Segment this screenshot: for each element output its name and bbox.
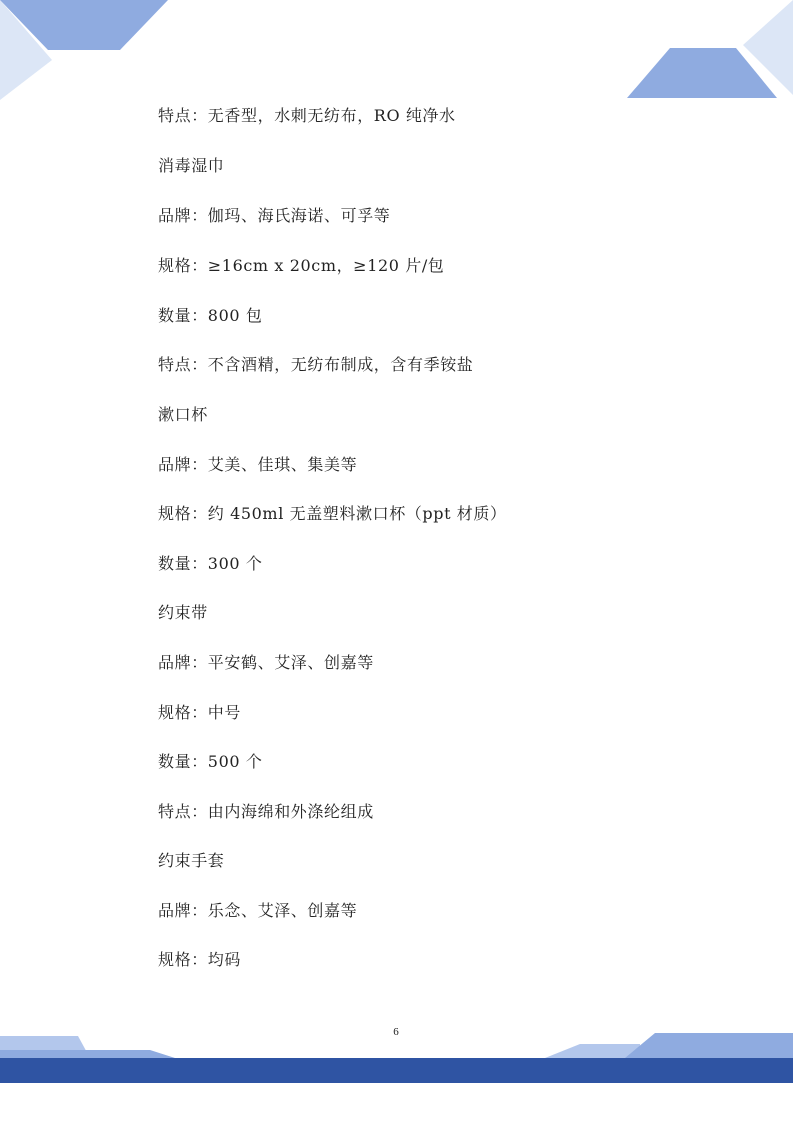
bottom-dark-band — [0, 1058, 793, 1083]
text-line: 品牌：平安鹤、艾泽、创嘉等 — [158, 653, 374, 672]
text-line: 数量：500 个 — [158, 752, 263, 771]
document-body — [158, 0, 758, 1000]
text-line: 数量：800 包 — [158, 306, 263, 325]
text-line: 约束带 — [158, 603, 208, 622]
text-line: 特点：无香型，水刺无纺布，RO 纯净水 — [158, 106, 456, 125]
text-line: 规格：均码 — [158, 950, 242, 969]
text-line: 品牌：伽玛、海氏海诺、可孚等 — [158, 206, 391, 225]
text-line: 数量：300 个 — [158, 554, 263, 573]
bottom-right-blue-shape — [625, 1033, 793, 1058]
text-line: 特点：由内海绵和外涤纶组成 — [158, 802, 374, 821]
text-line: 消毒湿巾 — [158, 156, 225, 175]
text-line: 品牌：艾美、佳琪、集美等 — [158, 455, 358, 474]
bottom-right-pale-shape — [545, 1044, 640, 1058]
text-line: 规格：中号 — [158, 703, 242, 722]
page-number: 6 — [393, 1026, 399, 1038]
text-line: 规格：≥16cm x 20cm，≥120 片/包 — [158, 256, 445, 275]
text-line: 规格：约 450ml 无盖塑料漱口杯（ppt 材质） — [158, 504, 507, 523]
text-line: 漱口杯 — [158, 405, 208, 424]
text-line: 特点：不含酒精，无纺布制成，含有季铵盐 — [158, 355, 474, 374]
text-line: 约束手套 — [158, 851, 225, 870]
bottom-left-blue-shape — [0, 1050, 175, 1058]
text-line: 品牌：乐念、艾泽、创嘉等 — [158, 901, 358, 920]
